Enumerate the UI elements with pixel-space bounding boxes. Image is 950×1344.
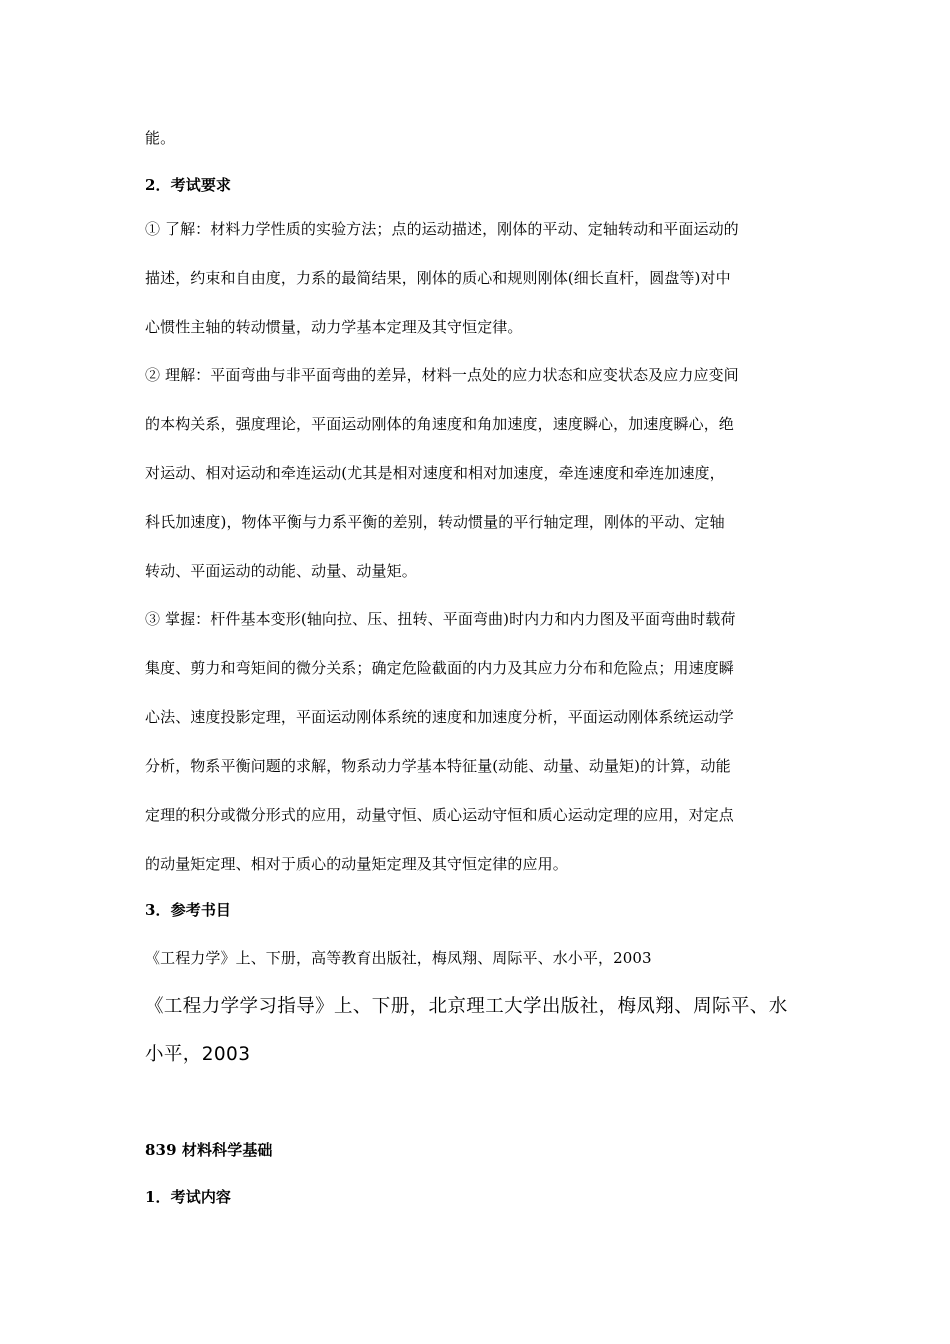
reference-book-2-line-2: 小平，2003 [145, 1044, 251, 1065]
subject-839-section-1-heading: 1．考试内容 [145, 1188, 232, 1206]
section-3-heading: 3．参考书目 [145, 901, 232, 919]
master-line-2: 集度、剪力和弯矩间的微分关系；确定危险截面的内力及其应力分布和危险点；用速度瞬 [145, 659, 734, 677]
understand-line-2: 描述，约束和自由度，力系的最简结果，刚体的质心和规则刚体(细长直杆，圆盘等)对中 [145, 269, 731, 287]
master-line-6: 的动量矩定理、相对于质心的动量矩定理及其守恒定律的应用。 [145, 855, 568, 873]
master-line-4: 分析，物系平衡问题的求解，物系动力学基本特征量(动能、动量、动量矩)的计算，动能 [145, 757, 731, 775]
master-line-1: ③ 掌握：杆件基本变形(轴向拉、压、扭转、平面弯曲)时内力和内力图及平面弯曲时载荷 [145, 610, 736, 628]
comprehend-line-4: 科氏加速度)，物体平衡与力系平衡的差别，转动惯量的平行轴定理，刚体的平动、定轴 [145, 513, 725, 531]
master-line-5: 定理的积分或微分形式的应用，动量守恒、质心运动守恒和质心运动定理的应用，对定点 [145, 806, 734, 824]
intro-tail-text: 能。 [145, 129, 176, 147]
subject-839-title: 839 材料科学基础 [145, 1141, 273, 1159]
reference-book-1: 《工程力学》上、下册，高等教育出版社，梅凤翔、周际平、水小平，2003 [145, 949, 652, 967]
understand-line-3: 心惯性主轴的转动惯量，动力学基本定理及其守恒定律。 [145, 318, 523, 336]
understand-line-1: ① 了解：材料力学性质的实验方法；点的运动描述，刚体的平动、定轴转动和平面运动的 [145, 220, 739, 238]
comprehend-line-3: 对运动、相对运动和牵连运动(尤其是相对速度和相对加速度，牵连速度和牵连加速度， [145, 464, 725, 482]
master-line-3: 心法、速度投影定理，平面运动刚体系统的速度和加速度分析，平面运动刚体系统运动学 [145, 708, 734, 726]
comprehend-line-1: ② 理解：平面弯曲与非平面弯曲的差异，材料一点处的应力状态和应变状态及应力应变间 [145, 366, 739, 384]
comprehend-line-5: 转动、平面运动的动能、动量、动量矩。 [145, 562, 417, 580]
section-2-heading: 2．考试要求 [145, 176, 232, 194]
comprehend-line-2: 的本构关系，强度理论，平面运动刚体的角速度和角加速度，速度瞬心，加速度瞬心，绝 [145, 415, 734, 433]
reference-book-2-line-1: 《工程力学学习指导》上、下册，北京理工大学出版社，梅凤翔、周际平、水 [145, 996, 788, 1017]
